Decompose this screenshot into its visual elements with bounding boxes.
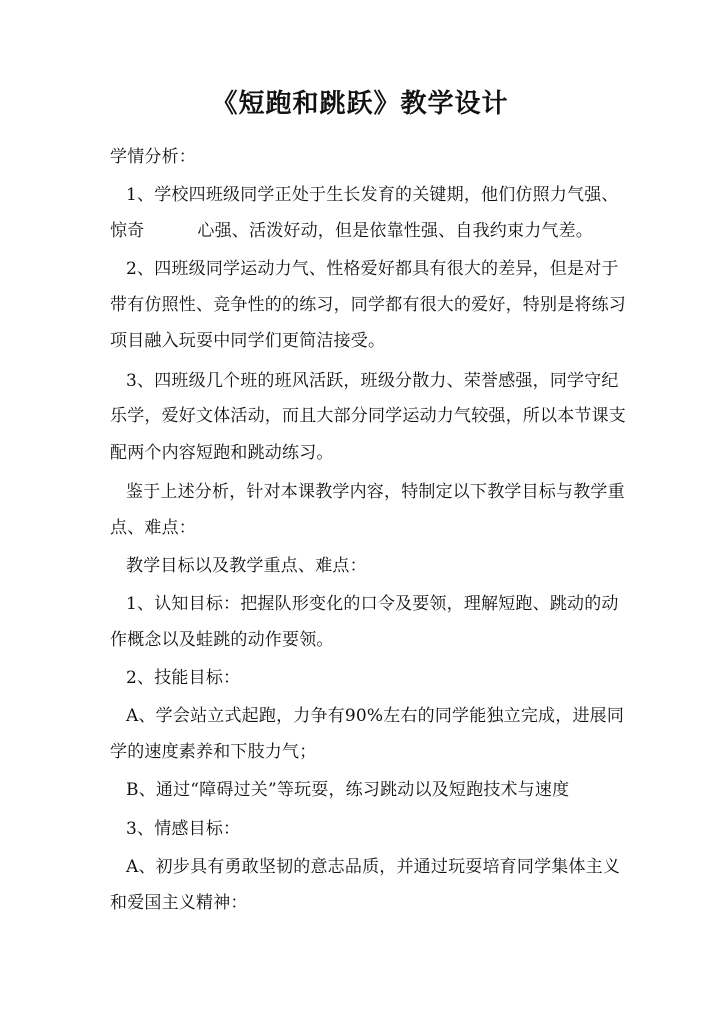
paragraph-line: 3、四班级几个班的班风活跃，班级分散力、荣誉感强，同学守纪 — [126, 371, 619, 391]
paragraph-fragment: 惊奇 — [110, 221, 145, 241]
paragraph-line: 学的速度素养和下肢力气； — [110, 742, 317, 762]
paragraph-line: B、通过“障碍过关”等玩耍，练习跳动以及短跑技术与速度 — [126, 780, 570, 800]
paragraph-line: 项目融入玩耍中同学们更简洁接受。 — [110, 331, 386, 351]
section-heading-objectives: 教学目标以及教学重点、难点： — [126, 556, 367, 576]
paragraph-line — [110, 219, 620, 243]
subheading-skill-goal: 2、技能目标： — [126, 668, 241, 688]
paragraph-line: 带有仿照性、竞争性的的练习，同学都有很大的爱好，特别是将练习 — [110, 295, 626, 315]
paragraph-line: 1、学校四班级同学正处于生长发育的关键期，他们仿照力气强、 — [126, 185, 619, 205]
paragraph-line: 作概念以及蛙跳的动作要领。 — [110, 630, 334, 650]
paragraph-line: 点、难点： — [110, 518, 196, 538]
paragraph-line: 鉴于上述分析，针对本课教学内容，特制定以下教学目标与教学重 — [126, 482, 625, 502]
paragraph-line: 2、四班级同学运动力气、性格爱好都具有很大的差异，但是对于 — [126, 259, 619, 279]
paragraph-line: 配两个内容短跑和跳动练习。 — [110, 443, 334, 463]
paragraph-line: A、初步具有勇敢坚韧的意志品质，并通过玩耍培育同学集体主义 — [126, 857, 621, 877]
section-heading-analysis: 学情分析： — [110, 147, 196, 167]
document-title: 《短跑和跳跃》教学设计 — [211, 89, 509, 119]
paragraph-line: 1、认知目标：把握队形变化的口令及要领，理解短跑、跳动的动 — [126, 594, 619, 614]
subheading-emotion-goal: 3、情感目标： — [126, 819, 241, 839]
paragraph-fragment: 心强、活泼好动，但是依靠性强、自我约束力气差。 — [197, 221, 594, 241]
paragraph-line: A、学会站立式起跑，力争有90%左右的同学能独立完成，进展同 — [126, 706, 625, 726]
paragraph-line: 和爱国主义精神： — [110, 893, 248, 913]
paragraph-line: 乐学，爱好文体活动，而且大部分同学运动力气较强，所以本节课支 — [110, 406, 626, 426]
